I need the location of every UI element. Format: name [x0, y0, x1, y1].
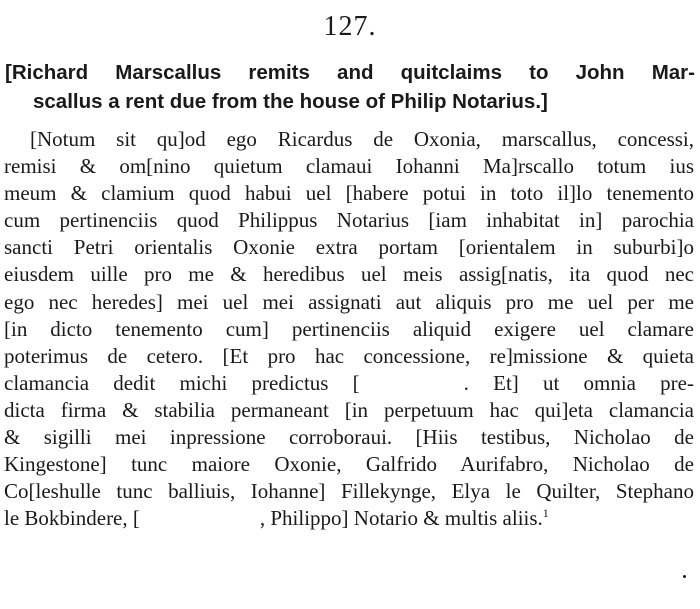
body-line-2: remisi & om[nino quietum clamaui Iohanni Ma]rscallo totum ius — [4, 154, 694, 179]
body-line-8: [in dicto tenemento cum] pertinenciis aliquid exigere uel clamare — [4, 316, 694, 341]
document-body — [4, 126, 694, 532]
footnote-marker: 1 — [542, 506, 549, 521]
body-line-3: meum & clamium quod habui uel [habere potui in toto il]lo tenemento — [4, 181, 694, 206]
body-line-15 — [4, 505, 694, 532]
body-line-6: eiusdem uille pro me & heredibus uel meis assig[natis, ita quod nec — [4, 262, 694, 287]
body-line-5: sancti Petri orientalis Oxonie extra portam [orientalem in suburbi]o — [4, 235, 694, 260]
body-line-9: poterimus de cetero. [Et pro hac concessione, re]missione & quieta — [4, 343, 694, 368]
body-line-15-start: le Bokbindere, [ — [4, 506, 140, 531]
heading-line-1: [Richard Marscallus remits and quitclaims to John Mar- — [5, 61, 695, 84]
body-line-15-end: , Philippo] Notario & multis aliis. — [259, 506, 543, 531]
body-line-10-end: . Et] ut omnia pre- — [463, 370, 694, 395]
body-line-1: [Notum sit qu]od ego Ricardus de Oxonia, marscallus, concessi, — [30, 127, 694, 151]
heading-line-2: scallus a rent due from the house of Philip Notarius.] — [33, 90, 548, 113]
body-line-11: dicta firma & stabilia permaneant [in perpetuum hac qui]eta clamancia — [4, 397, 694, 422]
body-line-7: ego nec heredes] mei uel mei assignati aut aliquis pro me uel per me — [4, 289, 694, 314]
body-line-10 — [4, 370, 694, 397]
body-line-12: & sigilli mei inpressione corroboraui. [Hiis testibus, Nicholao de — [4, 425, 694, 450]
document-number: 127. — [323, 11, 377, 42]
body-line-13: Kingestone] tunc maiore Oxonie, Galfrido Aurifabro, Nicholao de — [4, 452, 694, 477]
ink-speck — [683, 575, 686, 578]
body-line-14: Co[leshulle tunc balliuis, Iohanne] Fillekynge, Elya le Quilter, Stephano — [4, 479, 694, 504]
body-line-4: cum pertinenciis quod Philippus Notarius [iam inhabitat in] parochia — [4, 208, 694, 233]
body-line-10-start: clamancia dedit michi predictus [ — [4, 370, 360, 395]
document-heading — [5, 58, 695, 116]
